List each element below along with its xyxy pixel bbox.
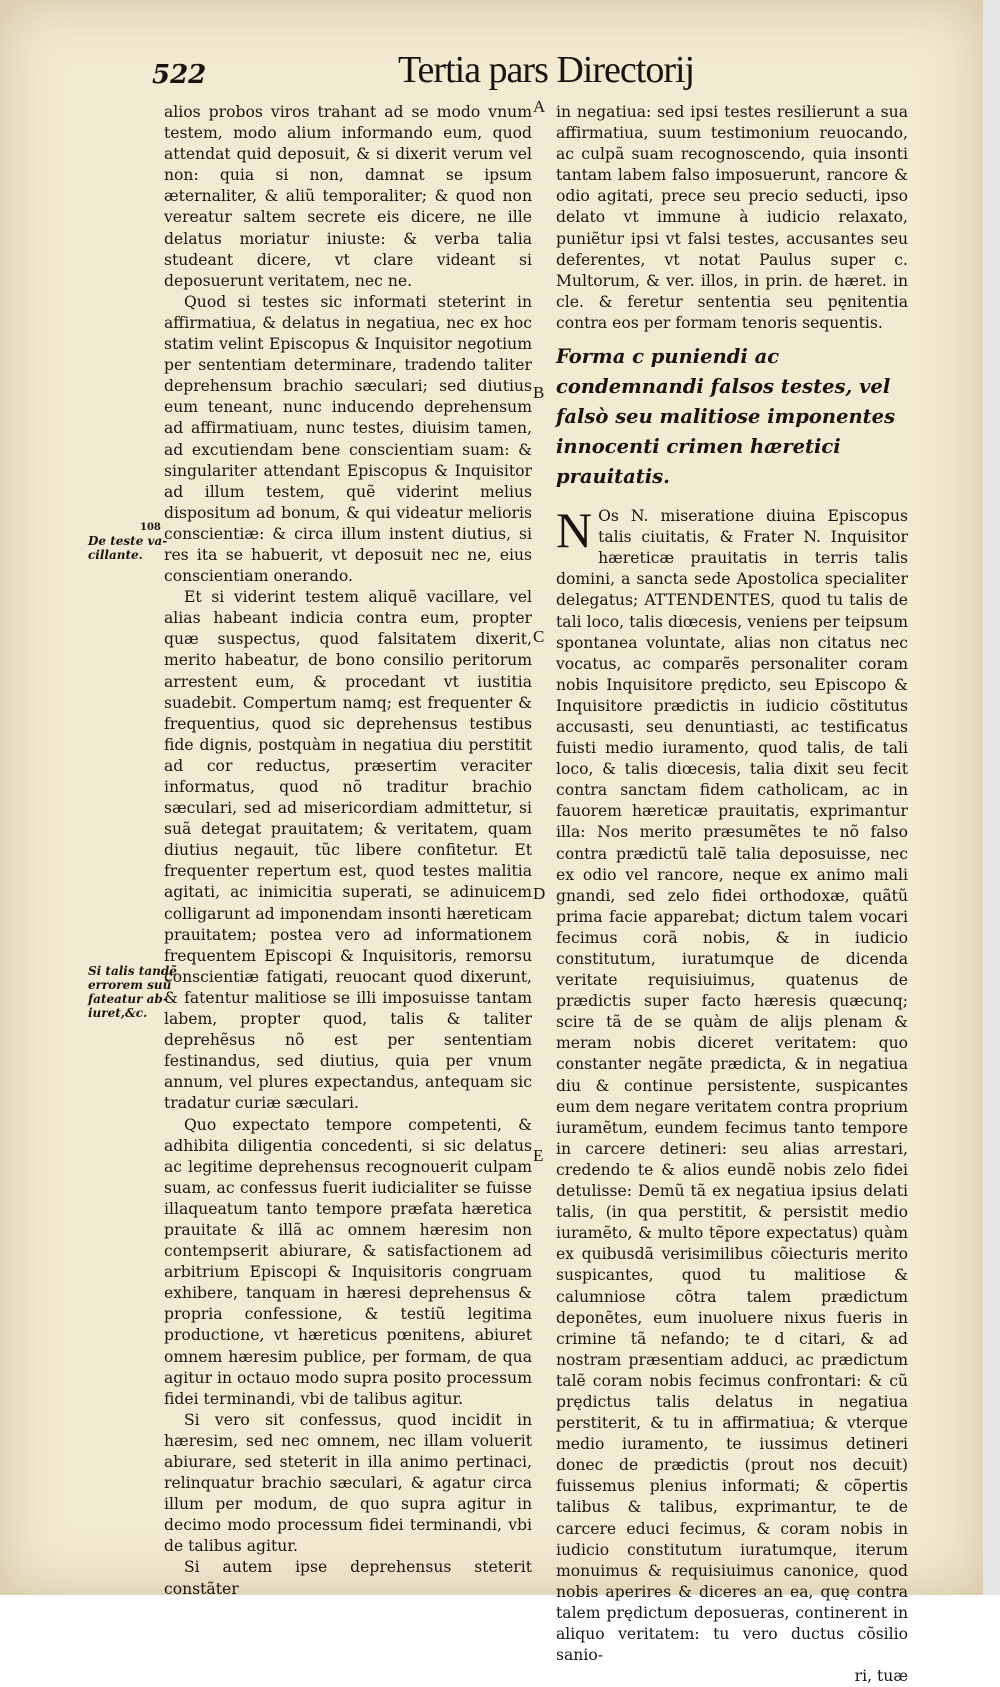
section-letter-b: B [533,383,545,402]
left-paragraph-6: Si autem ipse deprehensus steterit constãter [164,1558,532,1598]
left-paragraph-1: alios probos viros trahant ad se modo vnum testem, modo alium informando eum, quod attendat quid deposuit, & si dixerit verum vel non: quia si non, damnat se ipsum æternaliter, & aliũ temporaliter; & quod non vereatur saltem secrete eis dicere, ne ille delatus moriatur iniuste: & verba talia studeant dicere, vt clare videant si deposuerunt veritatem, nec ne. [164,103,532,290]
left-paragraph-2: Quod si testes sic informati steterint in affirmatiua, & delatus in negatiua, nec ex hoc statim velint Episcopus & Inquisitor negotium per sententiam determinare, tradendo taliter deprehensum brachio sæculari; sed diutius eum teneant, nunc inducendo deprehensum ad affirmatiuam, nunc testes, diuisim tamen, ad excutiendam bene conscientiam suam: & singulariter attendant Episcopus & Inquisitor ad illum testem, quẽ viderint melius dispositum ad bonum, & qui videatur melioris conscientiæ: & circa illum instent diutius, si res ita se habuerit, vt deposuit nec ne, eius conscientiam onerando. [164,292,532,586]
catchword: ri, tuæ [854,1667,908,1686]
left-paragraph-4: Quo expectato tempore competenti, & adhibita diligentia concedenti, si sic delatus ac legitime deprehensus recognouerit culpam suam, ac confessus fuerit iudicialiter se fuisse illaqueatum tanto tempore præfata hæretica prauitate & illã ac omnem hæresim non contempserit abiurare, & satisfactionem ad arbitrium Episcopi & Inquisitoris congruam exhibere, tanquam in hæresi deprehensus & propria confessione, & testiũ legitima productione, vt hæreticus pœnitens, abiuret omnem hæresim publice, per formam, de qua agitur in octauo modo supra posito processum fidei terminandi, vbi de talibus agitur. [164,1115,532,1408]
right-intro-paragraph: in negatiua: sed ipsi testes resilierunt a sua affirmatiua, suum testimonium reuocando, ac culpã suam recognoscendo, quia insonti tantam labem falso imposuerunt, rancore & odio agitati, prece seu precio seducti, ipso delato vt immune à iudicio relaxato, puniẽtur ipsi vt falsi testes, accusantes seu deferentes, vt notat Paulus super c. Multorum, & ver. illos, in prin. de hæret. in cle. & feretur sententia seu pęnitentia contra eos per formam tenoris sequentis. [556,103,908,332]
section-letter-c: C [533,627,545,646]
left-column [164,102,532,1600]
drop-cap: N [556,502,593,559]
page-number: 522 [152,60,207,90]
form-heading: Forma c puniendi ac condemnandi falsos testes, vel falsò seu malitiose imponentes innocenti crimen hæretici prauitatis. [556,345,896,489]
section-letter-a: A [533,97,546,116]
scan-margin-strip [983,0,1000,1595]
margin-note-witness: De teste va- cillante. [88,534,168,562]
running-head: Tertia pars Directorij [398,49,695,91]
formula-body: Os N. miseratione diuina Episcopus talis ciuitatis, & Frater N. Inquisitor hæreticæ prauitatis in terris talis domini, a sancta sede Apostolica specialiter delegatus; ATTENDENTES, quod tu talis de tali loco, talis diœcesis, veniens per teipsum spontanea voluntate, alias non citatus nec vocatus, ac comparẽs personaliter coram nobis Inquisitore prędicto, seu Episcopo & Inquisitore prædictis in iudicio cõstitutus accusasti, seu denuntiasti, ac testificatus fuisti medio iuramento, quod talis, de tali loco, & talis diœcesis, talia dixit seu fecit contra sanctam fidem catholicam, ac in fauorem hæreticæ prauitatis, exprimantur illa: Nos merito præsumẽtes te nõ falso contra prædictũ talẽ talia deposuisse, nec ex odio vel rancore, neque ex animo mali gnandi, sed zelo fidei orthodoxæ, quãtũ prima facie apparebat; dictum talem vocari fecimus corã nobis, & in iudicio constitutum, iuratumque de dicenda veritate requisiuimus, quatenus de prædictis super facto hæresis quæcunq; scire tã de se quàm de alijs plenam & meram nobis diceret veritatem: quo constanter negãte prædicta, & in negatiua diu & continue persistente, suspicantes eum dem negare veritatem contra proprium iuramẽtum, eundem fecimus tanto tempore in carcere detineri: seu alias arrestari, credendo te & alios eundẽ nobis zelo fidei detulisse: Demũ tã ex negatiua ipsius delati talis, (in qua perstitit, & persistit medio iuramẽto, & multo tẽpore expectatus) quàm ex quibusdã verisimilibus cõiecturis merito suspicantes, quod tu malitiose & calumniose cõtra talem prædictum deponẽtes, eum inuoluere nixus fueris in crimine tã nefando; te d citari, & ad nostram præsentiam adduci, ac prædictum talẽ coram nobis fecimus confrontari: & cũ prędictus talis delatus in negatiua perstiterit, & tu in affirmatiua; & vterque medio iuramento, te iussimus detineri donec de prædictis (prout nos decuit) fuissemus plenius informati; & cõpertis talibus & talibus, exprimantur, te de carcere educi fecimus, & coram nobis in iudicio constitutum iuratumque, iterum monuimus & requisiuimus canonice, quod nobis aperires & diceres an ea, quę contra talem prędictum deposueras, continerent in aliquo veritatem: tu vero ductus cõsilio sanio- [556,507,908,1665]
margin-note-confession: Si talis tandẽ errorem suũ fateatur ab- iuret,&c. [88,964,177,1020]
margin-number: 108 [140,522,161,533]
section-letter-d: D [533,884,546,903]
formula-paragraph [556,502,908,1666]
left-paragraph-5: Si vero sit confessus, quod incidit in hæresim, sed nec omnem, nec illam voluerit abiurare, sed steterit in illa animo pertinaci, relinquatur brachio sæculari, & agatur circa illum per modum, de quo supra agitur in decimo modo processum fidei terminandi, vbi de talibus agitur. [164,1410,532,1556]
left-paragraph-3: Et si viderint testem aliquẽ vacillare, vel alias habeant indicia contra eum, propter quæ suspectus, quod falsitatem dixerit, merito habeatur, de bono consilio peritorum arrestent eum, & procedant vt iustitia suadebit. Compertum namq; est frequenter & frequentius, quod sic deprehensus testibus fide dignis, postquàm in negatiua diu perstitit ad cor reductus, præsertim veraciter informatus, quod nõ traditur brachio sæculari, sed ad misericordiam admittetur, si suã detegat prauitatem; & veritatem, quam diutius negauit, tũc libere confitetur. Et frequenter repertum est, quod testes malitia agitati, ac inimicitia superati, se adinuicem colligarunt ad imponendam insonti hæreticam prauitatem; postea vero ad informationem frequentem Episcopi & Inquisitoris, remorsu conscientiæ fatigati, reuocant quod dixerunt, & fatentur malitiose se illi imposuisse tantam labem, propter quod, talis & taliter deprehẽsus nõ est per sententiam festinandus, sed diutius, quia per vnum annum, vel plures expectandus, antequam sic tradatur curiæ sæculari. [164,588,532,1113]
section-letter-e: E [533,1146,544,1165]
right-column [556,102,908,1687]
